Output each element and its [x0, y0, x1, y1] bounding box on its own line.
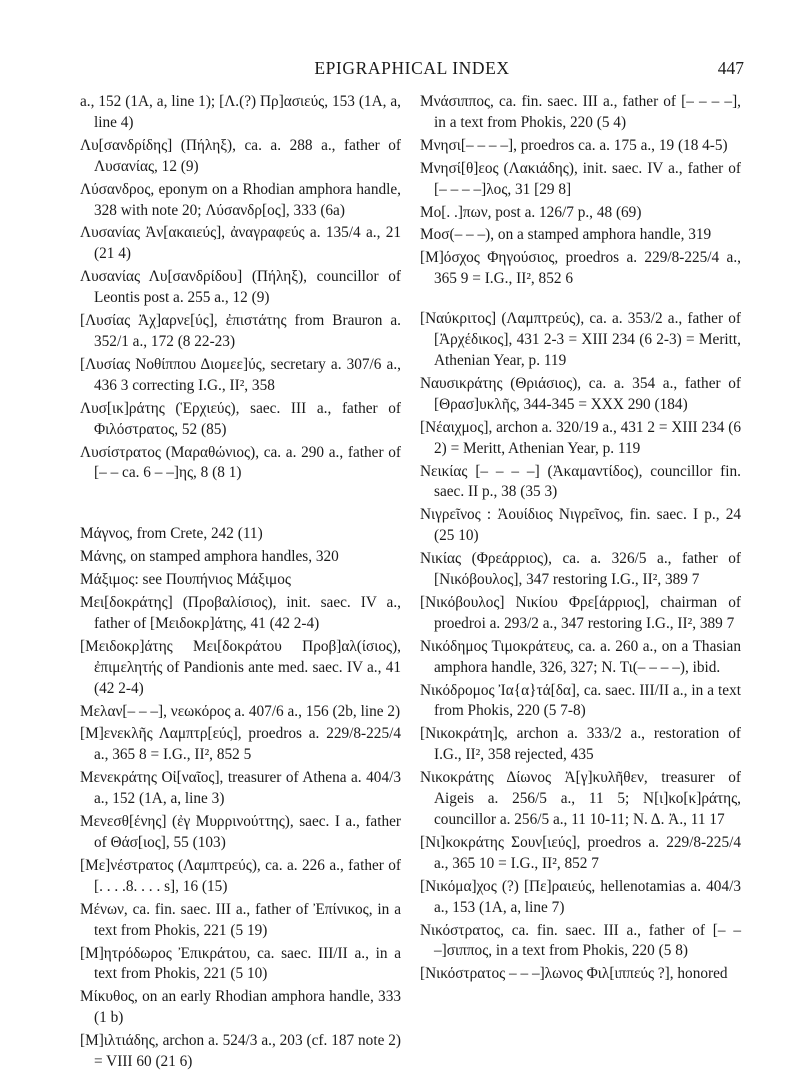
index-entry: Μνάσιππος, ca. fin. saec. III a., father of [– – – –], in a text from Phokis, 220 (5 4) [420, 93, 741, 131]
index-entry: [Νι]κοκράτης Σουν[ιεύς], proedros a. 229/8-225/4 a., 365 10 = I.G., II², 852 7 [420, 833, 741, 872]
index-entry: Μνησι[– – – –], proedros ca. a. 175 a., 19 (18 4-5) [420, 136, 728, 154]
index-entry: Νικόδρομος Ἰα{α}τά[δα], ca. saec. III/II a., in a text from Phokis, 220 (5 7-8) [420, 681, 741, 720]
index-entry: [Νικόμα]χος (?) [Πε]ραιεύς, hellenotamias a. 404/3 a., 153 (1A, a, line 7) [420, 877, 741, 916]
index-entry: Μενεσθ[ένης] (ἐγ Μυρρινούττης), saec. I a., father of Θάσ[ιος], 55 (103) [80, 813, 401, 851]
index-entry: [Μ]ιλτιάδης, archon a. 524/3 a., 203 (cf. 187 note 2) = VIII 60 (21 6) [80, 1032, 401, 1071]
index-entry: Λυσίστρατος (Μαραθώνιος), ca. a. 290 a., father of [– – ca. 6 – –]ης, 8 (8 1) [80, 443, 401, 482]
index-entry: [Νέαιχμος], archon a. 320/19 a., 431 2 = XIII 234 (6 2) = Meritt, Athenian Year, p. 119 [420, 418, 741, 457]
index-entry: Μένων, ca. fin. saec. III a., father of Ἐπίνικος, in a text from Phokis, 221 (5 19) [80, 900, 401, 939]
index-entry: [Ναύκριτος] (Λαμπτρεύς), ca. a. 353/2 a., father of [Ἀρχέδικος], 431 2-3 = XIII 234 (6 2-3) = Meritt, Athenian Year, p. 119 [420, 310, 741, 369]
index-entry: Μενεκράτης Οἰ[ναῖος], treasurer of Athena a. 404/3 a., 152 (1A, a, line 3) [80, 769, 401, 808]
page-header [80, 52, 744, 78]
index-entry: [Νικόστρατος – – –]λωνος Φιλ[ιππεύς ?], honored [420, 965, 728, 983]
index-entry: Νικοκράτης Δίωνος Ἀ[γ]κυλῆθεν, treasurer of Aigeis a. 256/5 a., 11 5; Ν[ι]κο[κ]ράτης, councillor a. 256/5 a., 11 10-11; Ν. Δ. Ἀ., 11 17 [420, 769, 741, 828]
left-column [80, 92, 401, 1075]
index-entry: Λυ[σανδρίδης] (Πήληξ), ca. a. 288 a., father of Λυσανίας, 12 (9) [80, 136, 401, 175]
index-entry: a., 152 (1A, a, line 1); [Λ.(?) Πρ]ασιεύς, 153 (1A, a, line 4) [80, 93, 401, 131]
index-entry: [Λυσίας Ἀχ]αρνε[ύς], ἐπιστάτης from Brauron a. 352/1 a., 172 (8 22-23) [80, 312, 401, 350]
index-entry: [Νικοκράτη]ς, archon a. 333/2 a., restoration of I.G., II², 358 rejected, 435 [420, 725, 741, 764]
index-entry: Μο[. .]πων, post a. 126/7 p., 48 (69) [420, 203, 642, 221]
index-entry: [Μ]όσχος Φηγούσιος, proedros a. 229/8-225/4 a., 365 9 = I.G., II², 852 6 [420, 249, 741, 288]
index-entry: Λυσ[ικ]ράτης (Ἑρχιεύς), saec. III a., father of Φιλόστρατος, 52 (85) [80, 399, 401, 438]
section-gap [420, 292, 741, 309]
index-entry: Μει[δοκράτης] (Προβαλίσιος), init. saec. IV a., father of [Μειδοκρ]άτης, 41 (42 2-4) [80, 594, 401, 632]
index-entry: Μνησί[θ]εος (Λακιάδης), init. saec. IV a., father of [– – – –]λος, 31 [29 8] [420, 159, 741, 198]
index-entry: Νεικίας [– – – –] (Ἀκαμαντίδος), councillor fin. saec. II p., 38 (35 3) [420, 462, 741, 501]
index-entry: [Νικόβουλος] Νικίου Φρε[άρριος], chairman of proedroi a. 293/2 a., 347 restoring I.G., II², 389 7 [420, 593, 741, 632]
index-entry: Μάγνος, from Crete, 242 (11) [80, 525, 263, 543]
index-entry: [Μειδοκρ]άτης Μει[δοκράτου Προβ]αλ(ίσιος), ἐπιμελητής of Pandionis ante med. saec. IV a., 41 (42 2-4) [80, 637, 401, 697]
index-entry: Νικίας (Φρεάρριος), ca. a. 326/5 a., father of [Νικόβουλος], 347 restoring I.G., II², 389 7 [420, 550, 741, 589]
index-entry: [Μ]ενεκλῆς Λαμπτρ[εύς], proedros a. 229/8-225/4 a., 365 8 = I.G., II², 852 5 [80, 725, 401, 764]
index-entry: [Μ]ητρόδωρος Ἐπικράτου, ca. saec. III/II a., in a text from Phokis, 221 (5 10) [80, 944, 401, 983]
index-entry: Ναυσικράτης (Θριάσιος), ca. a. 354 a., father of [Θρασ]υκλῆς, 344-345 = XXX 290 (184) [420, 374, 741, 413]
index-entry: Λύσανδρος, eponym on a Rhodian amphora handle, 328 with note 20; Λύσανδρ[ος], 333 (6a) [80, 180, 401, 219]
right-column [420, 92, 741, 987]
index-entry: Μοσ(– – –), on a stamped amphora handle, 319 [420, 226, 712, 244]
index-entry: [Λυσίας Νοθίππου Διομεε]ύς, secretary a. 307/6 a., 436 3 correcting I.G., II², 358 [80, 355, 401, 394]
index-entry: Νιγρεῖνος : Ἀουίδιος Νιγρεῖνος, fin. saec. I p., 24 (25 10) [420, 506, 741, 545]
index-entry: Λυσανίας Λυ[σανδρίδου] (Πήληξ), councillor of Leontis post a. 255 a., 12 (9) [80, 268, 401, 307]
index-entry: Μάνης, on stamped amphora handles, 320 [80, 548, 339, 566]
section-gap [80, 486, 401, 524]
index-entry: Μάξιμος: see Πουπήνιος Μάξιμος [80, 571, 291, 589]
index-entry: Μίκυθος, on an early Rhodian amphora handle, 333 (1 b) [80, 988, 401, 1027]
index-entry: Μελαν[– – –], νεωκόρος a. 407/6 a., 156 (2b, line 2) [80, 702, 401, 720]
index-entry: [Με]νέστρατος (Λαμπτρεύς), ca. a. 226 a., father of [. . . .8. . . . s], 16 (15) [80, 856, 401, 895]
index-entry: Νικόδημος Τιμοκράτευς, ca. a. 260 a., on a Thasian amphora handle, 326, 327; Ν. Τι(– – – –), ibid. [420, 637, 741, 676]
index-entry: Νικόστρατος, ca. fin. saec. III a., father of [– – –]σιππος, in a text from Phokis, 220 (5 8) [420, 921, 741, 960]
index-entry: Λυσανίας Ἀν[ακαιεύς], ἀναγραφεύς a. 135/4 a., 21 (21 4) [80, 224, 401, 263]
page-number: 447 [717, 58, 744, 78]
running-title: EPIGRAPHICAL INDEX [314, 58, 510, 78]
